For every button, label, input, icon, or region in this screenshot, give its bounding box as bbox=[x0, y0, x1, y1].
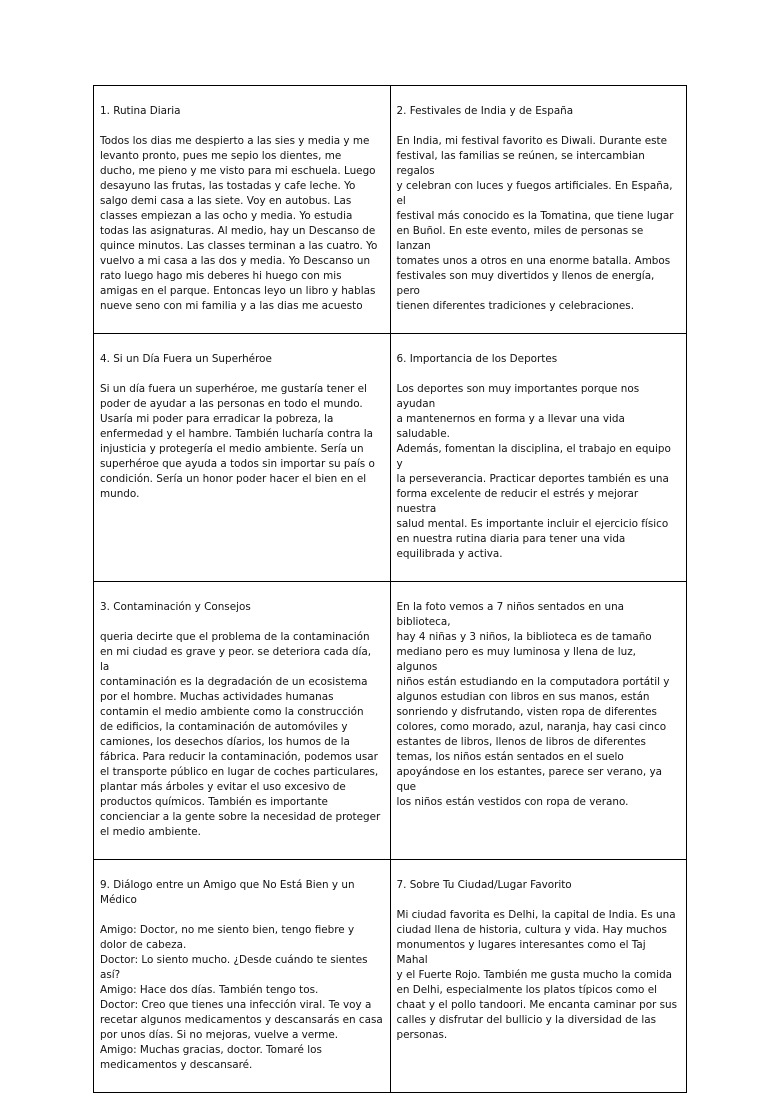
cell-body: Amigo: Doctor, no me siento bien, tengo fiebre y dolor de cabeza. Doctor: Lo siento mucho. ¿Desde cuándo te sientes así? Amigo: Hace dos días. También tengo tos. Doctor: Creo que tienes una infección viral. Te voy a recetar algunos medicamentos y descansarás en casa por unos días. Si no mejoras, vuelve a verme. Amigo: Muchas gracias, doctor. Tomaré los medicamentos y descansaré. bbox=[100, 924, 383, 1071]
cell-title: 2. Festivales de India y de España bbox=[396, 105, 574, 117]
table-row bbox=[94, 860, 687, 1093]
cell-title: 6. Importancia de los Deportes bbox=[396, 353, 558, 365]
cell-title: 1. Rutina Diaria bbox=[100, 105, 181, 117]
cell-foto-biblioteca bbox=[390, 582, 687, 860]
cell-body: Mi ciudad favorita es Delhi, la capital de India. Es una ciudad llena de historia, cultura y vida. Hay muchos monumentos y lugares interesantes como el Taj Mahal y el Fuerte Rojo. También me gusta mucho la comida en Delhi, especialmente los platos típicos como el chaat y el pollo tandoori. Me encanta caminar por sus calles y disfrutar del bullicio y la diversidad de las personas. bbox=[396, 909, 678, 1041]
cell-body: Si un día fuera un superhéroe, me gustaría tener el poder de ayudar a las personas en todo el mundo. Usaría mi poder para erradicar la pobreza, la enfermedad y el hambre. También lucharía contra la injusticia y protegería el medio ambiente. Sería un superhéroe que ayuda a todos sin importar su país o condición. Sería un honor poder hacer el bien en el mundo. bbox=[100, 383, 375, 500]
cell-body: En la foto vemos a 7 niños sentados en una biblioteca, hay 4 niñas y 3 niños, la biblioteca es de tamaño mediano pero es muy luminosa y llena de luz, algunos niños están estudiando en la computadora portátil y algunos estudian con libros en sus manos, están sonriendo y disfrutando, visten ropa de diferentes colores, como morado, azul, naranja, hay casi cinco estantes de libros, llenos de libros de diferentes temas, los niños están sentados en el suelo apoyándose en los estantes, parece ser verano, ya que los niños están vestidos con ropa de verano. bbox=[396, 601, 670, 808]
table-row bbox=[94, 582, 687, 860]
cell-body: Todos los dias me despierto a las sies y media y me levanto pronto, pues me sepio los dientes, me ducho, me pieno y me visto para mi eschuela. Luego desayuno las frutas, las tostadas y cafe leche. Yo salgo demi casa a las siete. Voy en autobus. Las classes empiezan a las ocho y media. Yo estudia todas las asignaturas. Al medio, hay un Descanso de quince minutos. Las classes terminan a las cuatro. Yo vuelvo a mi casa a las dos y media. Yo Descanso un rato luego hago mis deberes hi huego con mis amigas en el parque. Entoncas leyo un libro y hablas nueve seno con mi familia y a las dias me acuesto bbox=[100, 135, 378, 312]
table-row bbox=[94, 334, 687, 582]
cell-body: Los deportes son muy importantes porque nos ayudan a mantenernos en forma y a llevar una vida saludable. Además, fomentan la disciplina, el trabajo en equipo y la perseverancia. Practicar deportes también es una forma excelente de reducir el estrés y mejorar nuestra salud mental. Es importante incluir el ejercicio físico en nuestra rutina diaria para tener una vida equilibrada y activa. bbox=[396, 383, 671, 560]
cell-body: En India, mi festival favorito es Diwali. Durante este festival, las familias se reúnen, se intercambian regalos y celebran con luces y fuegos artificiales. En España, el festival más conocido es la Tomatina, que tiene lugar en Buñol. En este evento, miles de personas se lanzan tomates unos a otros en una enorme batalla. Ambos festivales son muy divertidos y llenos de energía, pero tienen diferentes tradiciones y celebraciones. bbox=[396, 135, 674, 312]
cell-contaminacion bbox=[94, 582, 391, 860]
cell-title: 4. Si un Día Fuera un Superhéroe bbox=[100, 353, 272, 365]
cell-deportes bbox=[390, 334, 687, 582]
cell-title: 9. Diálogo entre un Amigo que No Está Bien y un Médico bbox=[100, 879, 355, 906]
table-row bbox=[94, 86, 687, 334]
cell-title: 7. Sobre Tu Ciudad/Lugar Favorito bbox=[396, 879, 572, 891]
cell-dialogo-medico bbox=[94, 860, 391, 1093]
cell-ciudad-favorita bbox=[390, 860, 687, 1093]
cell-superheroe bbox=[94, 334, 391, 582]
cell-festivales bbox=[390, 86, 687, 334]
cell-title: 3. Contaminación y Consejos bbox=[100, 601, 251, 613]
essay-table bbox=[93, 85, 687, 1093]
cell-rutina-diaria bbox=[94, 86, 391, 334]
cell-body: queria decirte que el problema de la contaminación en mi ciudad es grave y peor. se deteriora cada día, la contaminación es la degradación de un ecosistema por el hombre. Muchas actividades humanas contamin el medio ambiente como la construcción de edificios, la contaminación de automóviles y camiones, los desechos díarios, los humos de la fábrica. Para reducir la contaminación, podemos usar el transporte público en lugar de coches particulares, plantar más árboles y evitar el uso excesivo de productos químicos. También es importante concienciar a la gente sobre la necesidad de proteger el medio ambiente. bbox=[100, 631, 381, 838]
